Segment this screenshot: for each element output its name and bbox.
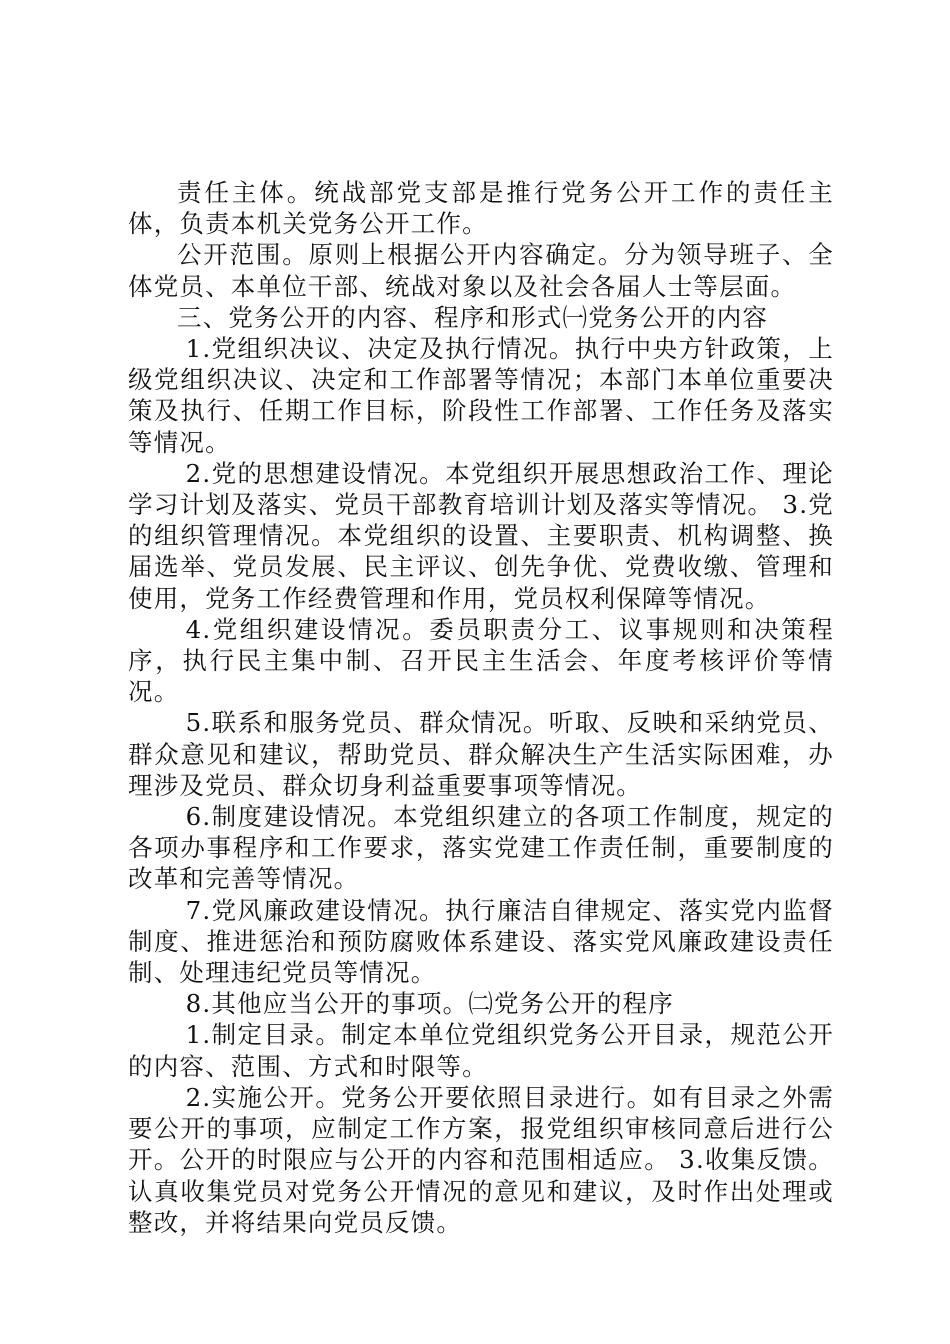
paragraph-item-8: 8.其他应当公开的事项。㈡党务公开的程序 — [185, 989, 674, 1019]
document-body — [128, 177, 834, 1238]
paragraph-item-1: 1.党组织决议、决定及执行情况。执行中央方针政策，上级党组织决议、决定和工作部署等情况；本部门本单位重要决策及执行、任期工作目标，阶段性工作部署、工作任务及落实等情况。 — [128, 334, 834, 457]
section-heading-3: 三、党务公开的内容、程序和形式㈠党务公开的内容 — [177, 302, 769, 332]
paragraph-scope: 公开范围。原则上根据公开内容确定。分为领导班子、全体党员、本单位干部、统战对象以及社会各届人士等层面。 — [128, 240, 834, 301]
paragraph-procedure-1: 1.制定目录。制定本单位党组织党务公开目录，规范公开的内容、范围、方式和时限等。 — [128, 1020, 834, 1081]
paragraph-item-7: 7.党风廉政建设情况。执行廉洁自律规定、落实党内监督制度、推进惩治和预防腐败体系建设、落实党风廉政建设责任制、处理违纪党员等情况。 — [128, 895, 834, 988]
paragraph-item-4: 4.党组织建设情况。委员职责分工、议事规则和决策程序，执行民主集中制、召开民主生活会、年度考核评价等情况。 — [128, 614, 834, 707]
paragraph-item-6: 6.制度建设情况。本党组织建立的各项工作制度，规定的各项办事程序和工作要求，落实党建工作责任制，重要制度的改革和完善等情况。 — [128, 802, 834, 894]
paragraph-responsibility: 责任主体。统战部党支部是推行党务公开工作的责任主体，负责本机关党务公开工作。 — [128, 178, 834, 239]
paragraph-item-5: 5.联系和服务党员、群众情况。听取、反映和采纳党员、群众意见和建议，帮助党员、群众解决生产生活实际困难，办理涉及党员、群众切身利益重要事项等情况。 — [128, 708, 834, 800]
paragraph-item-2-3: 2.党的思想建设情况。本党组织开展思想政治工作、理论学习计划及落实、党员干部教育培训计划及落实等情况。 3.党的组织管理情况。本党组织的设置、主要职责、机构调整、换届选举、党员发展、民主评议、创先争优、党费收缴、管理和使用，党务工作经费管理和作用，党员权利保障等情况。 — [128, 458, 834, 613]
paragraph-procedure-2-3: 2.实施公开。党务公开要依照目录进行。如有目录之外需要公开的事项，应制定工作方案，报党组织审核同意后进行公开。公开的时限应与公开的内容和范围相适应。 3.收集反馈。认真收集党员对党务公开情况的意见和建议，及时作出处理或整改，并将结果向党员反馈。 — [128, 1082, 834, 1237]
